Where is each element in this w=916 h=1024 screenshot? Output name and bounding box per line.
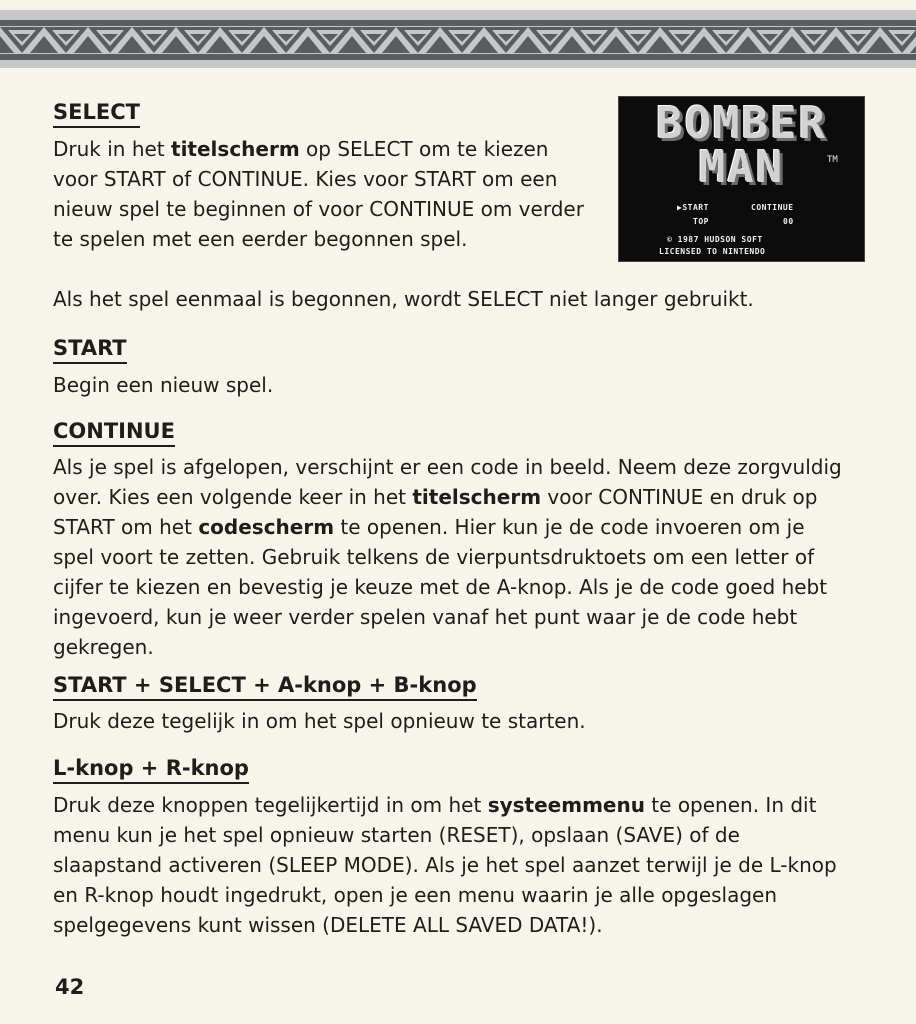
trademark-mark: TM (827, 155, 838, 165)
logo-man-text: MAN (698, 142, 785, 193)
logo-bomber-text: BOMBER (656, 98, 827, 149)
lr-paragraph: Druk deze knoppen tegelijkertijd in om het systeemmenu te openen. In dit menu kun je het spel opnieuw starten (RESET), opslaan (SAVE) of de slaapstand activeren (SLEEP MODE). Als je het spel aanzet terwijl je de L-knop en R-knop houdt ingedrukt, open je een menu waarin je alle opgeslagen spelgegevens kunt wissen (DELETE ALL SAVED DATA!). (53, 793, 837, 937)
top-score-value: 00 (783, 217, 794, 226)
start-paragraph: Begin een nieuw spel. (53, 373, 274, 397)
continue-paragraph: Als je spel is afgelopen, verschijnt er een code in beeld. Neem deze zorgvuldig over. Kies een volgende keer in het titelscherm voor CONTINUE en druk op START om het codescherm te openen. Hier kun je de code invoeren om je spel voort te zetten. Gebruik telkens de vierpuntsdruktoets om een letter of cijfer te kiezen en bevestig je keuze met de A-knop. Als je de code goed hebt ingevoerd, kun je weer verder spelen vanaf het punt waar je de code hebt gekregen. (53, 455, 842, 659)
zigzag-pattern-icon (0, 10, 916, 68)
menu-continue-option: CONTINUE (751, 203, 794, 212)
decorative-top-border (0, 10, 916, 68)
reset-combo-paragraph: Druk deze tegelijk in om het spel opnieuw te starten. (53, 709, 586, 733)
license-text: LICENSED TO NINTENDO (659, 247, 766, 256)
page-number: 42 (55, 975, 85, 999)
heading-reset-combo: START + SELECT + A-knop + B-knop (53, 673, 477, 701)
select-paragraph: Druk in het titelscherm op SELECT om te kiezen voor START of CONTINUE. Kies voor START om een nieuw spel te beginnen of voor CONTINUE om verder te spelen met een eerder begonnen spel. (53, 137, 584, 251)
bomberman-title-screen-image (618, 96, 865, 262)
heading-start: START (53, 336, 127, 364)
select-note-paragraph: Als het spel eenmaal is begonnen, wordt SELECT niet langer gebruikt. (53, 287, 754, 311)
heading-continue: CONTINUE (53, 419, 175, 447)
copyright-text: © 1987 HUDSON SOFT (667, 235, 763, 244)
menu-start-option: ▶START (677, 203, 709, 212)
top-score-label: TOP (693, 217, 709, 226)
heading-select: SELECT (53, 100, 140, 128)
heading-lr-buttons: L-knop + R-knop (53, 756, 249, 784)
